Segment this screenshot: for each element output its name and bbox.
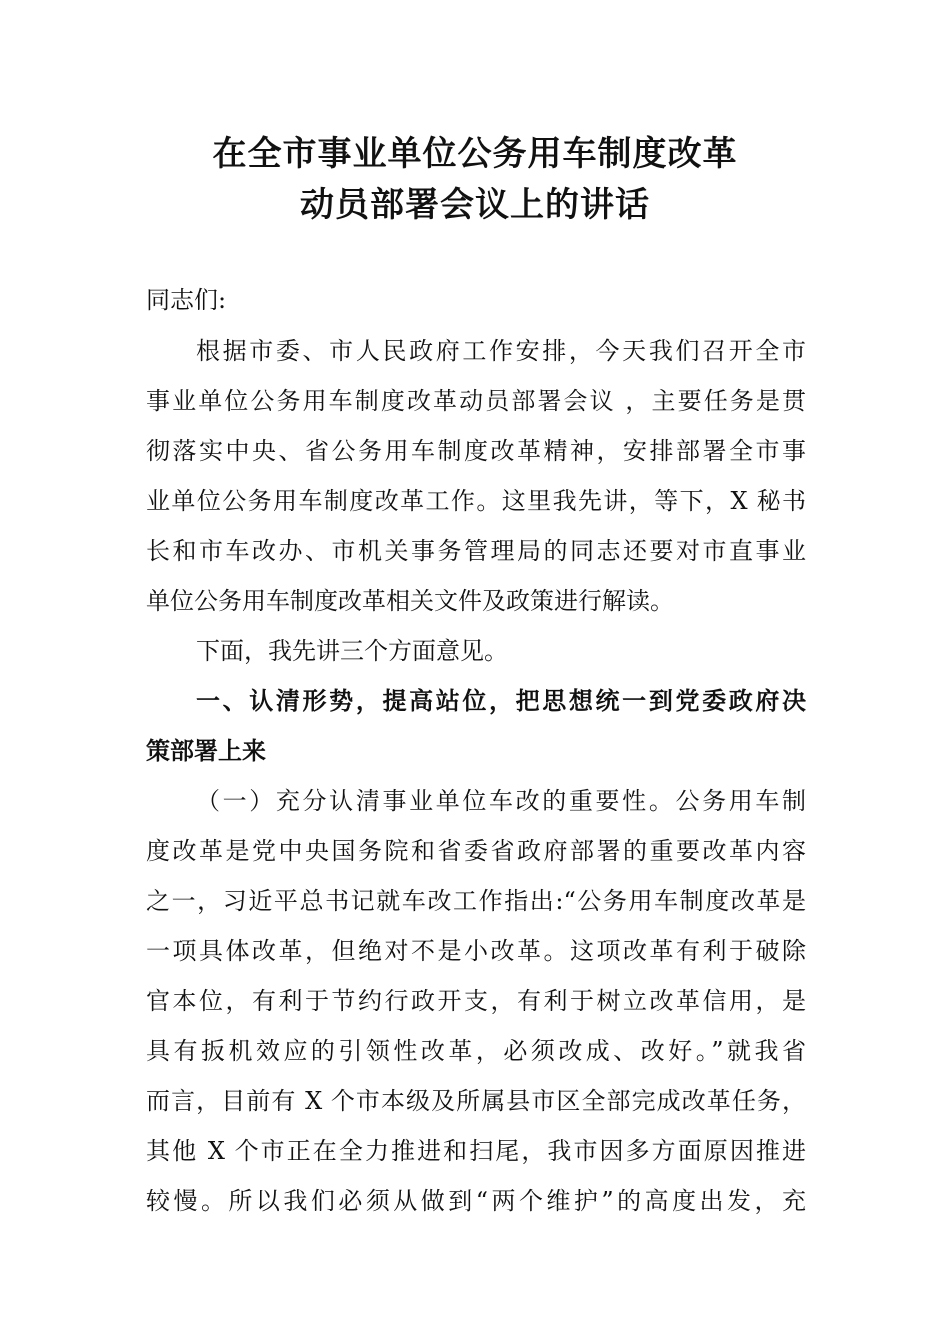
salutation: 同志们: (146, 286, 227, 314)
paragraph-line: 一项具体改革，但绝对不是小改革。这项改革有利于破除 (146, 937, 806, 965)
section-heading-line: 一、认清形势，提高站位，把思想统一到党委政府决 (196, 687, 806, 715)
paragraph-line: 度改革是党中央国务院和省委省政府部署的重要改革内容 (146, 837, 806, 865)
paragraph-line: 官本位，有利于节约行政开支，有利于树立改革信用，是 (146, 987, 806, 1015)
paragraph-line: 长和市车改办、市机关事务管理局的同志还要对市直事业 (146, 537, 806, 565)
paragraph-line: 业单位公务用车制度改革工作。这里我先讲，等下，X 秘书 (146, 487, 806, 515)
paragraph-line: 事业单位公务用车制度改革动员部署会议 ，主要任务是贯 (146, 387, 806, 415)
paragraph-line: 下面，我先讲三个方面意见。 (196, 637, 508, 665)
paragraph-line: 其他 X 个市正在全力推进和扫尾，我市因多方面原因推进 (146, 1137, 806, 1165)
paragraph-line: 之一，习近平总书记就车改工作指出:“公务用车制度改革是 (146, 887, 806, 915)
paragraph-line: 根据市委、市人民政府工作安排，今天我们召开全市 (196, 337, 806, 365)
paragraph-line: 彻落实中央、省公务用车制度改革精神，安排部署全市事 (146, 437, 806, 465)
paragraph-line: 较慢。所以我们必须从做到“两个维护”的高度出发，充 (146, 1187, 806, 1215)
paragraph-line: 单位公务用车制度改革相关文件及政策进行解读。 (146, 587, 674, 615)
paragraph-line: （一）充分认清事业单位车改的重要性。公务用车制 (196, 787, 806, 815)
document-title-line-2: 动员部署会议上的讲话 (300, 185, 650, 225)
document-title-line-1: 在全市事业单位公务用车制度改革 (212, 134, 738, 174)
section-heading-line: 策部署上来 (146, 737, 266, 765)
paragraph-line: 而言，目前有 X 个市本级及所属县市区全部完成改革任务， (146, 1087, 806, 1115)
paragraph-line: 具有扳机效应的引领性改革，必须改成、改好。”就我省 (146, 1037, 806, 1065)
